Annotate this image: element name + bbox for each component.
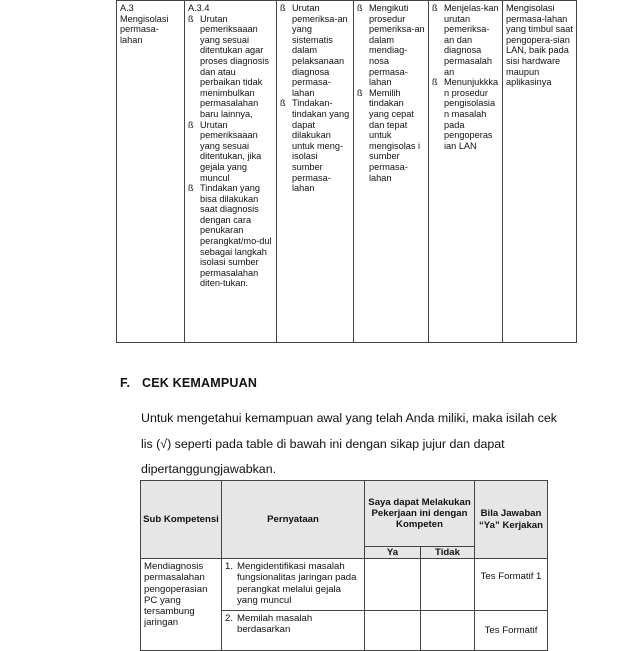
list-item-text: Menjelas-kan urutan pemeriksa-an dan diagnosa permasalah an — [444, 3, 499, 77]
statement-text: Memilah masalah berdasarkan — [237, 613, 313, 636]
header-tidak: Tidak — [421, 547, 475, 559]
header-sub-kompetensi: Sub Kompetensi — [141, 481, 222, 559]
attitude-cell — [429, 1, 503, 343]
bullet-icon: ß — [188, 183, 194, 194]
competency-text: A.3 Mengisolasi permasa- lahan — [120, 3, 169, 45]
list-item — [432, 3, 499, 77]
list-item — [188, 120, 273, 184]
kerjakan-text: Tes Formatif 1 — [480, 571, 542, 583]
kerjakan-text: Tes Formatif — [484, 625, 538, 637]
statement-cell — [222, 559, 365, 611]
list-item — [188, 14, 273, 120]
list-item — [188, 183, 273, 289]
list-item — [357, 88, 425, 183]
list-item-text: Tindakan-tindakan yang dapat dilakukan untuk meng-isolasi sumber permasa-lahan — [292, 98, 350, 194]
criteria-list — [188, 14, 273, 289]
scope-text: Mengisolasi permasa-lahan yang timbul saat pengopera-sian LAN, baik pada sisi hardware maupun aplikasinya — [506, 3, 573, 88]
item-number: 2. — [225, 613, 234, 625]
header-bila-jawaban: Bila Jawaban “Ya” Kerjakan — [475, 481, 548, 559]
list-item — [225, 561, 361, 606]
list-item-text: Urutan pemeriksa-an yang sistematis dalam pelaksanaan diagnosa permasa-lahan — [292, 3, 348, 98]
statement-list — [225, 613, 361, 635]
item-number: 1. — [225, 561, 234, 573]
section-number: F. — [120, 376, 131, 390]
competency-cell — [117, 1, 185, 343]
section-title: CEK KEMAMPUAN — [142, 376, 258, 390]
statement-cell — [222, 611, 365, 651]
list-item-text: Urutan pemeriksaaan yang sesuai ditentukan, jika gejala yang muncul — [200, 119, 262, 183]
statement-text: Mengidentifikasi masalah fungsionalitas jaringan pada perangkat melalui gejala yang muncul — [237, 561, 357, 606]
list-item-text: Mengikuti prosedur pemeriksa-an dalam mendiag-nosa permasa-lahan — [369, 3, 425, 88]
bullet-icon: ß — [188, 13, 194, 24]
list-item-text: Memilih tindakan yang cepat dan tepat untuk mengisolas i sumber permasa-lahan — [369, 87, 421, 183]
list-item — [280, 98, 350, 193]
self-assessment-table — [140, 480, 548, 651]
sub-kompetensi-cell: Mendiagnosis permasalahan pengoperasian PC yang tersambung jaringan — [141, 559, 222, 651]
list-item — [225, 613, 361, 635]
bullet-icon: ß — [280, 3, 286, 13]
attitude-list — [432, 3, 499, 151]
list-item-text: Menunjukkka n prosedur pengisolasia n masalah pada pengoperas ian LAN — [444, 77, 499, 151]
table-row — [117, 1, 577, 343]
instruction-paragraph: Untuk mengetahui kemampuan awal yang telah Anda miliki, maka isilah cek lis (√) seperti pada table di bawah ini dengan sikap jujur dan dapat dipertanggungjawabkan. — [141, 411, 557, 476]
header-pernyataan: Pernyataan — [222, 481, 365, 559]
bullet-icon: ß — [432, 77, 438, 88]
criteria-code: A.3.4 — [188, 3, 210, 13]
list-item-text: Tindakan yang bisa dilakukan saat diagnosis dengan cara penukaran perangkat/mo-dul sebagai langkah isolasi sumber permasalahan diten-tukan. — [200, 183, 272, 289]
scope-cell — [503, 1, 577, 343]
bullet-icon: ß — [188, 119, 194, 130]
ya-checkbox-cell[interactable] — [365, 611, 421, 651]
skill-cell — [354, 1, 429, 343]
kerjakan-cell — [475, 559, 548, 611]
kerjakan-cell — [475, 611, 548, 651]
bullet-icon: ß — [357, 3, 363, 13]
knowledge-list — [280, 3, 350, 194]
statement-list — [225, 561, 361, 606]
criteria-cell — [185, 1, 277, 343]
bullet-icon: ß — [280, 98, 286, 109]
section-heading — [120, 376, 257, 390]
header-ya: Ya — [365, 547, 421, 559]
ya-checkbox-cell[interactable] — [365, 559, 421, 611]
knowledge-cell — [277, 1, 354, 343]
header-saya-dapat: Saya dapat Melakukan Pekerjaan ini dengan Kompeten — [365, 481, 475, 547]
tidak-checkbox-cell[interactable] — [421, 559, 475, 611]
list-item — [280, 3, 350, 98]
list-item — [357, 3, 425, 88]
tidak-checkbox-cell[interactable] — [421, 611, 475, 651]
header-row — [141, 481, 548, 547]
list-item-text: Urutan pemeriksaaan yang sesuai ditentukan agar proses diagnosis dan atau perbaikan tidak menimbulkan permasalahan baru lainnya, — [200, 13, 269, 119]
list-item — [432, 77, 499, 151]
table-row — [141, 559, 548, 611]
bullet-icon: ß — [432, 3, 438, 13]
competency-detail-table — [116, 0, 577, 343]
skill-list — [357, 3, 425, 183]
bullet-icon: ß — [357, 87, 363, 98]
